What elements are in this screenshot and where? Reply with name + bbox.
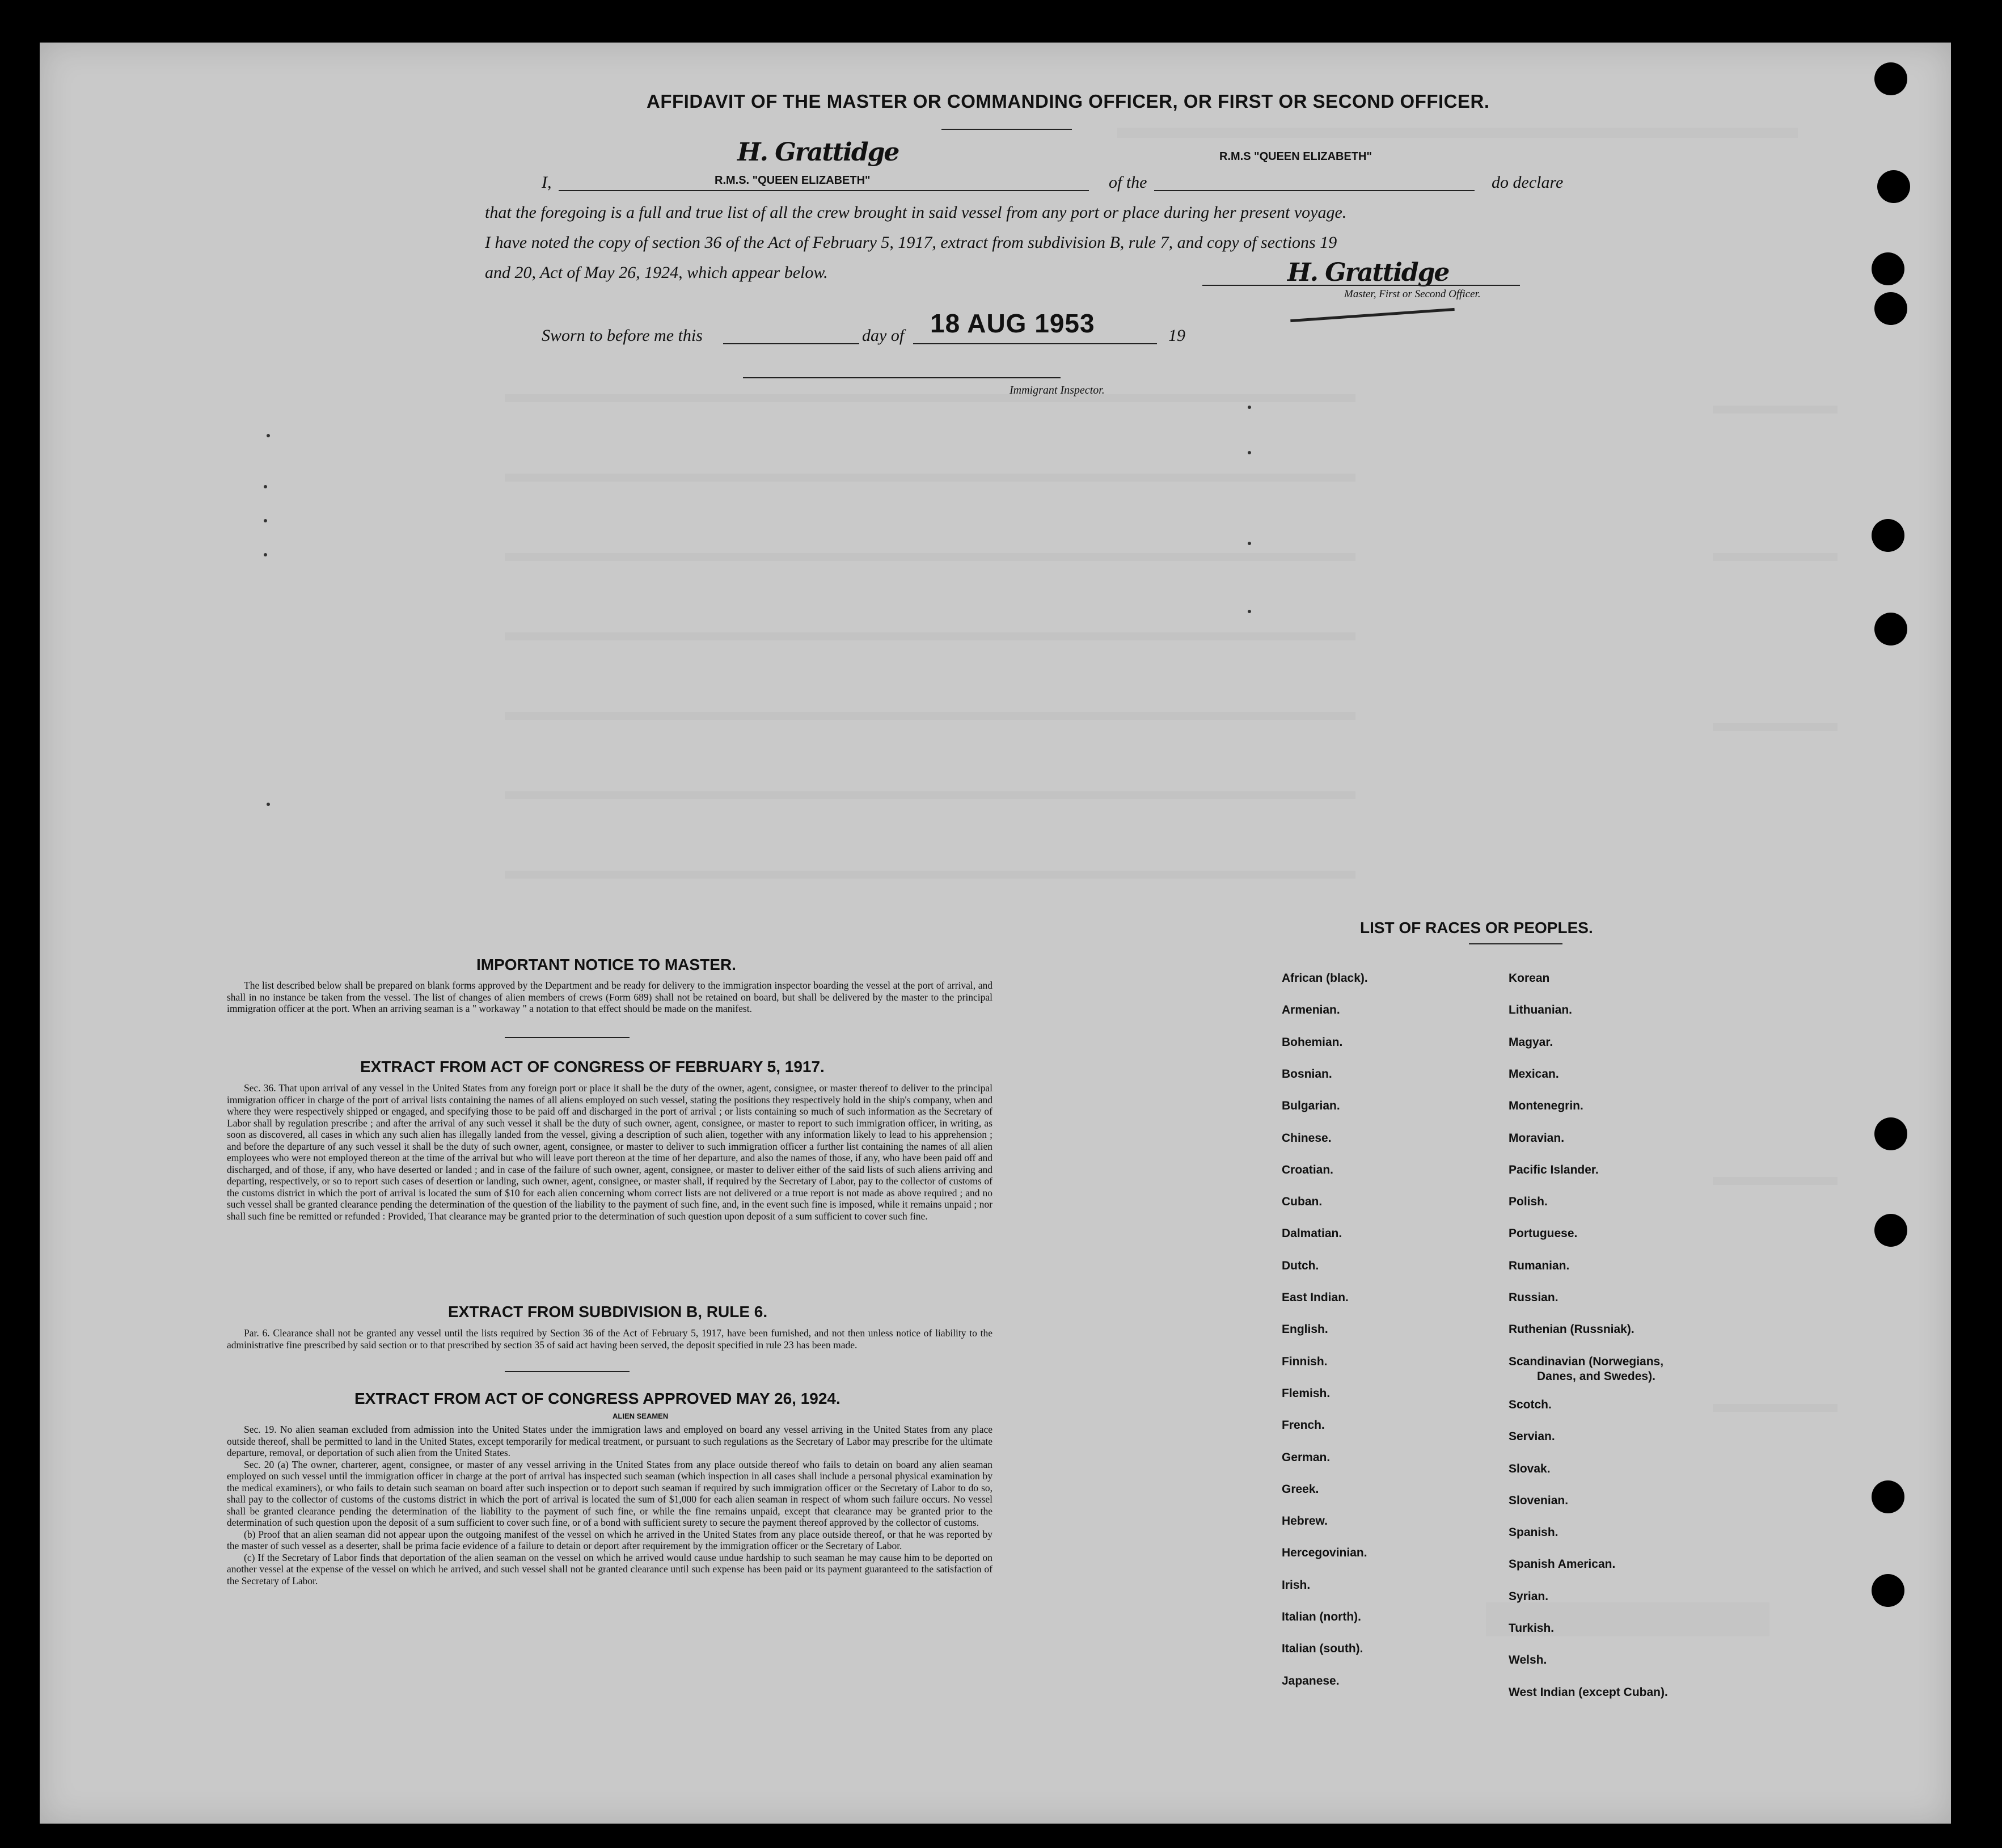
vessel-line <box>1154 190 1475 191</box>
master-signature: H. Grattidge <box>1287 258 1449 287</box>
signature-line <box>1202 285 1520 286</box>
race-item: Montenegrin. <box>1509 1099 1583 1113</box>
punch-hole <box>1874 292 1907 325</box>
race-item: Servian. <box>1509 1430 1555 1444</box>
declaration-line-2: I have noted the copy of section 36 of the Act of February 5, 1917, extract from subdivision B, rule 7, and copy of sections 19 <box>485 233 1337 252</box>
punch-hole <box>1872 1480 1904 1513</box>
subdiv-b-text <box>227 1327 992 1351</box>
race-item: Ruthenian (Russniak). <box>1509 1323 1634 1336</box>
punch-hole <box>1874 62 1907 95</box>
race-item: Rumanian. <box>1509 1259 1570 1272</box>
notice-title: IMPORTANT NOTICE TO MASTER. <box>476 956 736 973</box>
race-item: Bosnian. <box>1282 1067 1332 1081</box>
race-item: Cuban. <box>1282 1195 1323 1209</box>
sec-20b-paragraph: (b) Proof that an alien seaman did not appear upon the outgoing manifest of the vessel on which he arrived in the United States from any place outside thereof, or that he was reported by the master of such vessel as a deserter, shall be prima facie evidence of a failure to detain or deport after requirement by the immigration officer or the Secretary of Labor. <box>227 1528 992 1551</box>
i-label: I, <box>542 173 552 192</box>
race-item: Magyar. <box>1509 1035 1553 1049</box>
race-item: Dutch. <box>1282 1259 1319 1272</box>
race-item: Croatian. <box>1282 1163 1334 1176</box>
vessel-stamp: R.M.S "QUEEN ELIZABETH" <box>1219 150 1372 163</box>
sec-20a-paragraph: Sec. 20 (a) The owner, charterer, agent, consignee, or master of any vessel arriving in the United States from any place outside thereof who fails to detain on board any alien seaman employed on such vessel until the immigration officer in charge at the port of arrival has inspected such seaman (which inspection in all cases shall include a personal physical examination by the medical examiners), or who fails to detain such seaman on board after such inspection or to deport such seaman if required by such immigration officer or the Secretary of Labor to do so, shall pay to the collector of customs of the customs district in which the port of arrival is located the sum of $1,000 for each alien seaman in respect of whom such failure occurs. No vessel shall be granted clearance pending the determination of the liability to the payment of such fine, or while the fine remains unpaid, except that clearance may be granted prior to the determination of such question upon the deposit of a sum sufficient to cover such fine, or of a bond with sufficient surety to secure the payment thereof approved by the collector of customs. <box>227 1458 992 1528</box>
punch-hole <box>1872 519 1904 552</box>
race-item: Japanese. <box>1282 1674 1340 1687</box>
extract-1917-title: EXTRACT FROM ACT OF CONGRESS OF FEBRUARY 5, 1917. <box>360 1058 825 1075</box>
race-item: Chinese. <box>1282 1131 1332 1145</box>
race-item: Spanish. <box>1509 1526 1558 1539</box>
do-declare-label: do declare <box>1492 173 1564 192</box>
punch-hole <box>1872 252 1904 285</box>
race-item: African (black). <box>1282 972 1368 985</box>
race-item: Scotch. <box>1509 1398 1552 1411</box>
signature-flourish <box>1290 308 1455 322</box>
sworn-month-line <box>913 343 1157 344</box>
extract-1924-title: EXTRACT FROM ACT OF CONGRESS APPROVED MAY 26, 1924. <box>354 1390 840 1407</box>
subdiv-b-title: EXTRACT FROM SUBDIVISION B, RULE 6. <box>448 1303 768 1320</box>
sworn-label: Sworn to before me this <box>542 326 703 345</box>
race-item: German. <box>1282 1450 1331 1464</box>
declaration-line-3: and 20, Act of May 26, 1924, which appear below. <box>485 263 828 282</box>
notice-text <box>227 980 992 1015</box>
race-item: Slovak. <box>1509 1462 1551 1475</box>
punch-hole <box>1874 1117 1907 1150</box>
race-item: Turkish. <box>1509 1622 1555 1635</box>
sec-19-paragraph: Sec. 19. No alien seaman excluded from admission into the United States under the immigration laws and employed on board any vessel arriving in the United States from any place outside thereof, shall be permitted to land in the United States, except temporarily for medical treatment, or pursuant to such regulations as the Secretary of Labor may prescribe for the ultimate departure, removal, or deportation of such alien from the United States. <box>227 1424 992 1458</box>
race-item: West Indian (except Cuban). <box>1509 1685 1668 1699</box>
race-item: Syrian. <box>1509 1589 1549 1603</box>
race-item: Flemish. <box>1282 1386 1331 1400</box>
race-item: Pacific Islander. <box>1509 1163 1599 1176</box>
race-item: Armenian. <box>1282 1003 1340 1017</box>
signer-caption: Master, First or Second Officer. <box>1344 288 1481 300</box>
race-item: Welsh. <box>1509 1653 1547 1667</box>
race-item: East Indian. <box>1282 1291 1349 1304</box>
race-item: Bohemian. <box>1282 1035 1343 1049</box>
races-title: LIST OF RACES OR PEOPLES. <box>1360 919 1593 936</box>
race-item: Korean <box>1509 972 1550 985</box>
race-item: French. <box>1282 1419 1325 1432</box>
i-stamp: R.M.S. "QUEEN ELIZABETH" <box>715 174 871 187</box>
extract-1917-text <box>227 1082 992 1222</box>
of-the-label: of the <box>1109 173 1147 192</box>
race-item: Finnish. <box>1282 1355 1328 1368</box>
alien-seamen-subhead: ALIEN SEAMEN <box>613 1412 669 1420</box>
sworn-day-line <box>723 343 859 344</box>
race-item: Greek. <box>1282 1482 1319 1496</box>
race-item: Portuguese. <box>1509 1227 1578 1241</box>
race-item: Scandinavian (Norwegians, <box>1509 1355 1664 1368</box>
race-item: Spanish American. <box>1509 1558 1616 1571</box>
races-underline <box>1469 943 1562 944</box>
inspector-caption: Immigrant Inspector. <box>1010 384 1105 396</box>
race-item: Italian (north). <box>1282 1610 1361 1623</box>
par-6-paragraph: Par. 6. Clearance shall not be granted any vessel until the lists required by Section 36 of the Act of February 5, 1917, have been furnished, and not then unless notice of liability to the administrative fine prescribed by said section or to that prescribed by section 35 of said act having been served, the deposit specified in rule 23 has been made. <box>227 1327 992 1351</box>
sec-36-paragraph: Sec. 36. That upon arrival of any vessel in the United States from any foreign port or place it shall be the duty of the owner, agent, consignee, or master thereof to deliver to the principal immigration officer in charge of the port of arrival lists containing the names of all aliens employed on such vessel, stating the positions they respectively hold in the ship's company, when and where they were respectively shipped or engaged, and specifying those to be paid off and discharged in the port of arrival ; or lists containing so much of such information as the Secretary of Labor shall by regulation prescribe ; and after the arrival of any such vessel it shall be the duty of such owner, agent, consignee, or master to report to such immigration officer, in writing, as soon as discovered, all cases in which any such alien has illegally landed from the vessel, giving a description of such alien, together with any information likely to lead to his apprehension ; and before the departure of any such vessel it shall be the duty of such owner, agent, consignee, or master to deliver to such immigration officer a further list containing the names of all alien employees who were not employed thereon at the time of the arrival but who will leave port thereon at the time of her departure, and also the names of those, if any, who have been paid off and discharged, and of those, if any, who have deserted or landed ; and in case of the failure of such owner, agent, consignee, or master to deliver either of the said lists of such aliens arriving and departing, respectively, or so to report such cases of desertion or landing, such owner, agent, consignee, or master shall, if required by the Secretary of Labor, pay to the collector of customs of the customs district in which the port of arrival is located the sum of $10 for each alien concerning whom correct lists are not delivered or a true report is not made as above required ; and no such vessel shall be granted clearance pending the determination of the question of the liability to the payment of such fine, and, in the event such fine is imposed, while it remains unpaid ; nor shall such fine be remitted or refunded : Provided, That clearance may be granted prior to the determination of such question upon deposit of a sum sufficient to cover such fine. <box>227 1082 992 1222</box>
extract-1924-text <box>227 1424 992 1587</box>
punch-hole <box>1877 170 1910 203</box>
signature-top: H. Grattidge <box>737 138 899 167</box>
race-item: Hercegovinian. <box>1282 1546 1367 1560</box>
document-page <box>40 43 1951 1824</box>
race-item: Slovenian. <box>1509 1493 1569 1507</box>
inspector-line <box>743 377 1061 378</box>
affidavit-title: AFFIDAVIT OF THE MASTER OR COMMANDING OFFICER, OR FIRST OR SECOND OFFICER. <box>647 91 1490 112</box>
race-item: Polish. <box>1509 1195 1548 1209</box>
notice-paragraph: The list described below shall be prepared on blank forms approved by the Department and be ready for delivery to the immigration inspector boarding the vessel at the port of arrival, and shall in no instance be taken from the vessel. The list of changes of alien members of crews (Form 689) shall not be retained on board, but shall be delivered by the master to the principal immigration officer at the port. When an arriving seaman is a " workaway " a notation to that effect should be made on the manifest. <box>227 980 992 1014</box>
divider <box>505 1371 630 1372</box>
race-item: Hebrew. <box>1282 1514 1328 1528</box>
race-item: Bulgarian. <box>1282 1099 1340 1113</box>
punch-hole <box>1872 1574 1904 1607</box>
name-line <box>559 190 1089 191</box>
race-item: Mexican. <box>1509 1067 1559 1081</box>
race-item: English. <box>1282 1323 1328 1336</box>
race-item: Lithuanian. <box>1509 1003 1572 1017</box>
punch-hole <box>1874 613 1907 645</box>
divider <box>505 1037 630 1038</box>
sec-20c-paragraph: (c) If the Secretary of Labor finds that deportation of the alien seaman on the vessel on which he arrived would cause undue hardship to such seaman he may cause him to be deported on another vessel at the expense of the vessel on which he arrived, and such vessel shall not be granted clearance until such expense has been paid or its payment guaranteed to the satisfaction of the Secretary of Labor. <box>227 1551 992 1587</box>
declaration-line-1: that the foregoing is a full and true list of all the crew brought in said vessel from any port or place during her present voyage. <box>485 203 1347 222</box>
punch-hole <box>1874 1214 1907 1247</box>
day-of-label: day of <box>862 326 905 345</box>
race-item: Irish. <box>1282 1578 1311 1592</box>
year-prefix: 19 <box>1168 326 1185 345</box>
title-underline <box>941 129 1072 130</box>
race-item: Dalmatian. <box>1282 1227 1342 1241</box>
race-item-continuation: Danes, and Swedes). <box>1537 1369 1655 1383</box>
race-item: Italian (south). <box>1282 1642 1363 1656</box>
race-item: Russian. <box>1509 1291 1558 1304</box>
date-stamp: 18 AUG 1953 <box>930 309 1095 338</box>
race-item: Moravian. <box>1509 1131 1565 1145</box>
